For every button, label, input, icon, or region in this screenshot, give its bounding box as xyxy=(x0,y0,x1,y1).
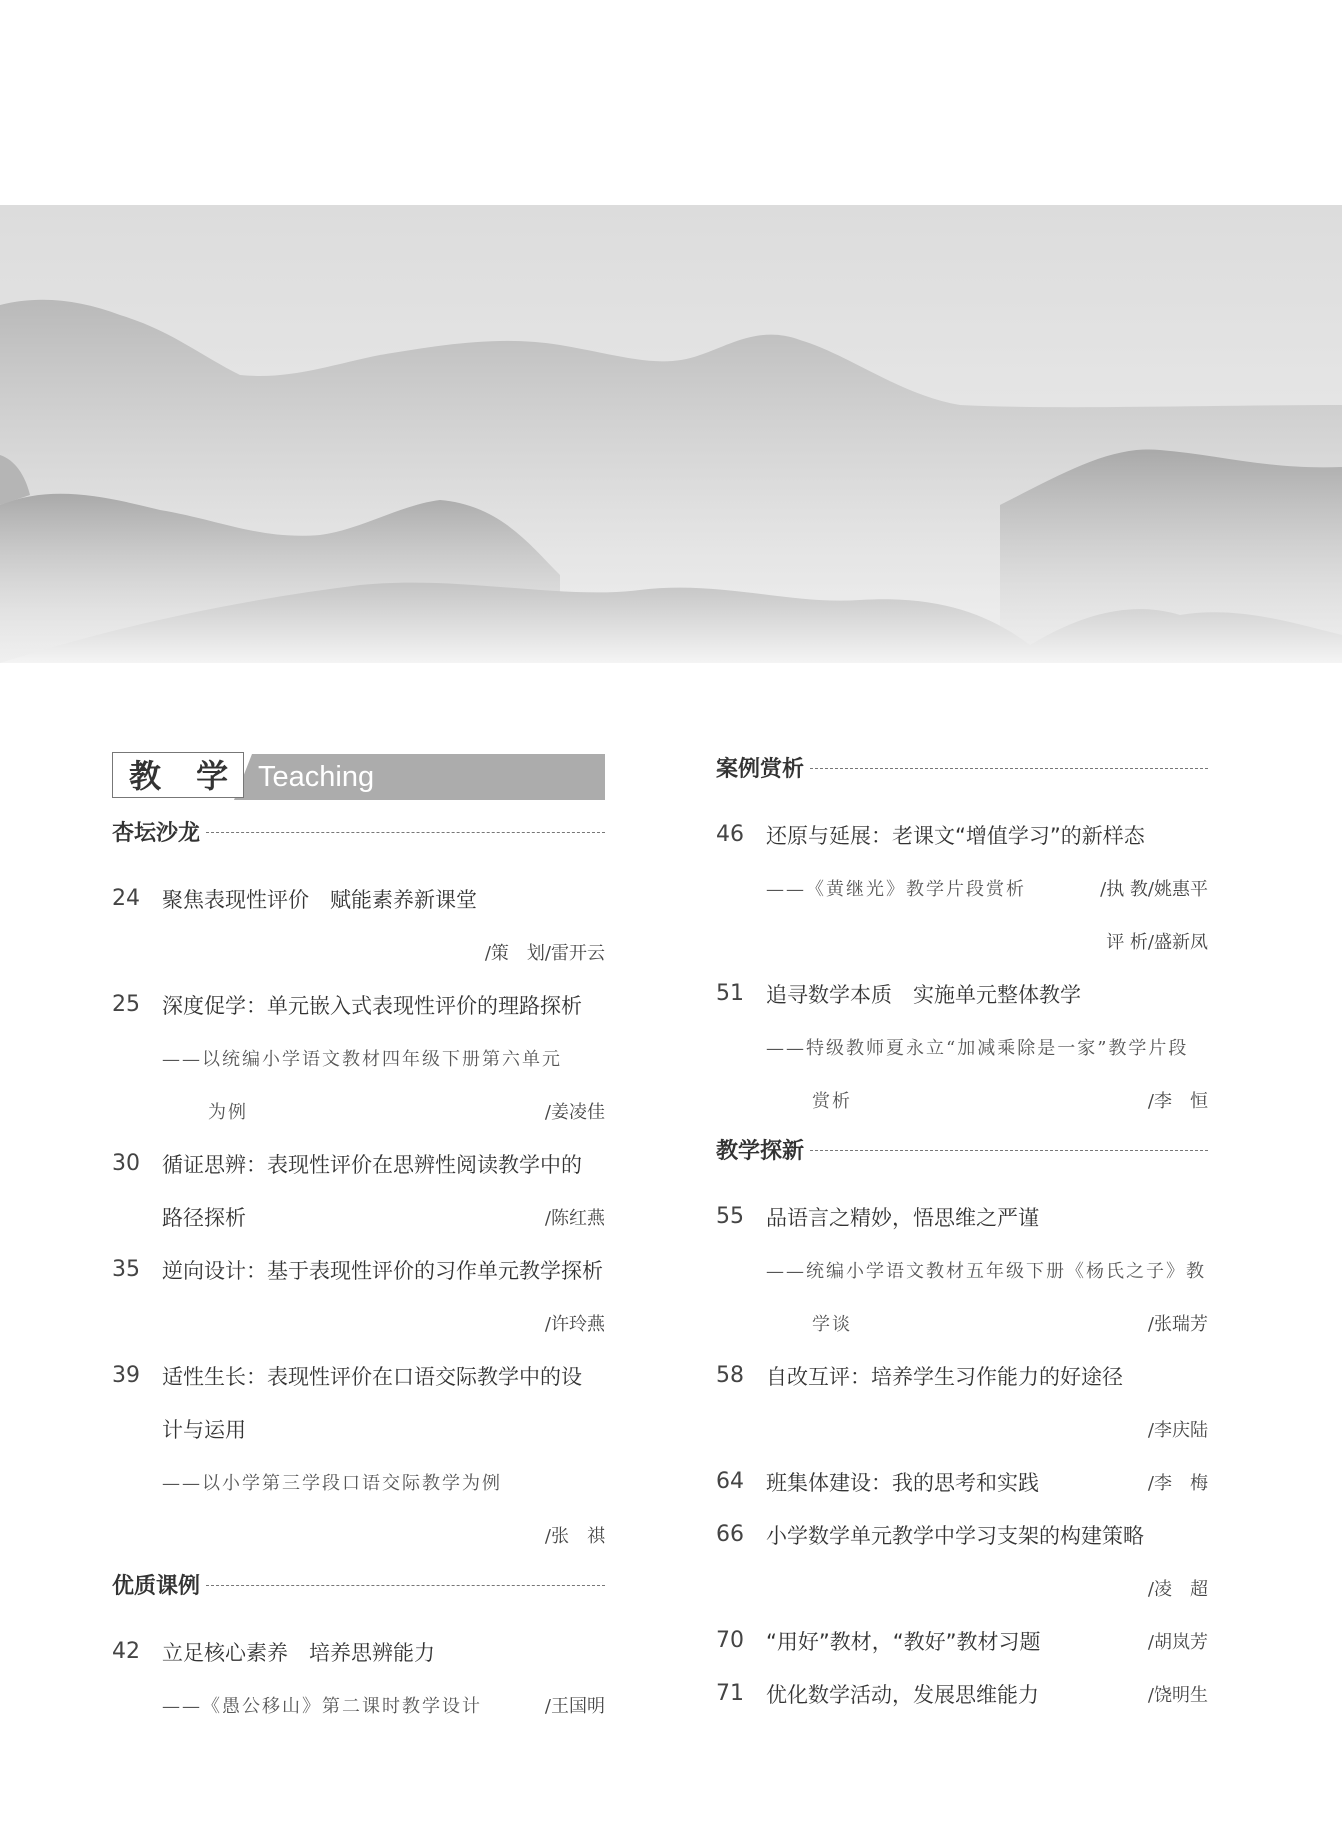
entry-author: /凌 超 xyxy=(1147,1578,1208,1600)
entry-title: “用好”教材，“教好”教材习题 xyxy=(766,1629,1041,1654)
section-title: 案例赏析 xyxy=(716,757,805,782)
dashed-rule xyxy=(810,1150,1208,1151)
entry-title: 适性生长：表现性评价在口语交际教学中的设 xyxy=(162,1364,582,1389)
entry-title: 深度促学：单元嵌入式表现性评价的理路探析 xyxy=(162,993,582,1018)
entry-author: /饶明生 xyxy=(1147,1684,1208,1706)
entry-author: /陈红燕 xyxy=(544,1207,605,1229)
entry-title: 自改互评：培养学生习作能力的好途径 xyxy=(766,1364,1123,1389)
entry-subtitle: ——以小学第三学段口语交际教学为例 xyxy=(162,1472,502,1494)
entry-title: 立足核心素养 培养思辨能力 xyxy=(162,1640,435,1665)
page-number: 42 xyxy=(112,1639,140,1664)
entry-author: /许玲燕 xyxy=(544,1313,605,1335)
entry-subtitle: ——特级教师夏永立“加减乘除是一家”教学片段 xyxy=(766,1037,1189,1059)
page-number: 30 xyxy=(112,1151,140,1176)
toc-entry[interactable] xyxy=(716,967,1208,1020)
entry-author: /执 教/姚惠平 xyxy=(1100,878,1208,900)
section-badge xyxy=(112,752,605,800)
entry-author: /胡岚芳 xyxy=(1147,1631,1208,1653)
section-header xyxy=(112,816,605,852)
entry-author: /策 划/雷开云 xyxy=(484,942,605,964)
badge-label-cn: 教 学 xyxy=(112,752,244,798)
page-number: 58 xyxy=(716,1363,744,1388)
entry-title: 聚焦表现性评价 赋能素养新课堂 xyxy=(162,887,477,912)
page-number: 24 xyxy=(112,886,140,911)
toc-entry[interactable] xyxy=(112,872,605,925)
toc-entry[interactable] xyxy=(716,1455,1208,1508)
dashed-rule xyxy=(206,832,605,833)
page-number: 25 xyxy=(112,992,140,1017)
entry-author: /张 祺 xyxy=(544,1525,605,1547)
entry-author: 评 析/盛新凤 xyxy=(1106,931,1208,953)
entry-subtitle: 学谈 xyxy=(812,1313,852,1335)
page-number: 70 xyxy=(716,1628,744,1653)
toc-entry[interactable] xyxy=(716,1349,1208,1402)
badge-label-en: Teaching xyxy=(258,761,375,793)
section-header xyxy=(716,752,1208,788)
toc-entry[interactable] xyxy=(716,808,1208,861)
entry-subtitle: ——以统编小学语文教材四年级下册第六单元 xyxy=(162,1048,562,1070)
page-number: 46 xyxy=(716,822,744,847)
section-title: 杏坛沙龙 xyxy=(112,821,201,846)
page-number: 64 xyxy=(716,1469,744,1494)
entry-subtitle: ——《愚公移山》第二课时教学设计 xyxy=(162,1695,482,1717)
dashed-rule xyxy=(810,768,1208,769)
toc-entry[interactable] xyxy=(112,978,605,1031)
entry-author: /李 恒 xyxy=(1147,1090,1208,1112)
dashed-rule xyxy=(206,1585,605,1586)
toc-entry[interactable] xyxy=(112,1625,605,1678)
entry-title: 还原与延展：老课文“增值学习”的新样态 xyxy=(766,823,1145,848)
entry-title: 品语言之精妙，悟思维之严谨 xyxy=(766,1205,1039,1230)
section-title: 教学探新 xyxy=(716,1139,805,1164)
entry-title: 小学数学单元教学中学习支架的构建策略 xyxy=(766,1523,1144,1548)
toc-right-column xyxy=(716,752,1208,1720)
landscape-banner-image xyxy=(0,205,1342,663)
section-header xyxy=(716,1134,1208,1170)
entry-title: 逆向设计：基于表现性评价的习作单元教学探析 xyxy=(162,1258,603,1283)
entry-subtitle: 为例 xyxy=(208,1101,248,1123)
toc-entry[interactable] xyxy=(112,1243,605,1296)
entry-subtitle: ——统编小学语文教材五年级下册《杨氏之子》教 xyxy=(766,1260,1206,1282)
entry-author: /张瑞芳 xyxy=(1147,1313,1208,1335)
entry-title: 优化数学活动，发展思维能力 xyxy=(766,1682,1039,1707)
entry-title: 循证思辨：表现性评价在思辨性阅读教学中的 xyxy=(162,1152,582,1177)
entry-author: /姜凌佳 xyxy=(544,1101,605,1123)
page-number: 66 xyxy=(716,1522,744,1547)
entry-title: 追寻数学本质 实施单元整体教学 xyxy=(766,982,1081,1007)
entry-subtitle: 赏析 xyxy=(812,1090,852,1112)
toc-entry[interactable] xyxy=(112,1137,605,1190)
page-number: 35 xyxy=(112,1257,140,1282)
toc-entry[interactable] xyxy=(716,1508,1208,1561)
entry-title-cont: 路径探析 xyxy=(162,1205,246,1230)
section-header xyxy=(112,1569,605,1605)
entry-author: /李 梅 xyxy=(1147,1472,1208,1494)
entry-title-cont: 计与运用 xyxy=(162,1417,246,1442)
section-title: 优质课例 xyxy=(112,1574,201,1599)
page-number: 55 xyxy=(716,1204,744,1229)
page-number: 51 xyxy=(716,981,744,1006)
entry-subtitle: ——《黄继光》教学片段赏析 xyxy=(766,878,1026,900)
toc-entry[interactable] xyxy=(716,1667,1208,1720)
entry-title: 班集体建设：我的思考和实践 xyxy=(766,1470,1039,1495)
page-number: 71 xyxy=(716,1681,744,1706)
entry-author: /王国明 xyxy=(544,1695,605,1717)
toc-entry[interactable] xyxy=(112,1349,605,1402)
page-number: 39 xyxy=(112,1363,140,1388)
toc-entry[interactable] xyxy=(716,1190,1208,1243)
toc-left-column xyxy=(112,752,605,1731)
entry-author: /李庆陆 xyxy=(1147,1419,1208,1441)
toc-entry[interactable] xyxy=(716,1614,1208,1667)
